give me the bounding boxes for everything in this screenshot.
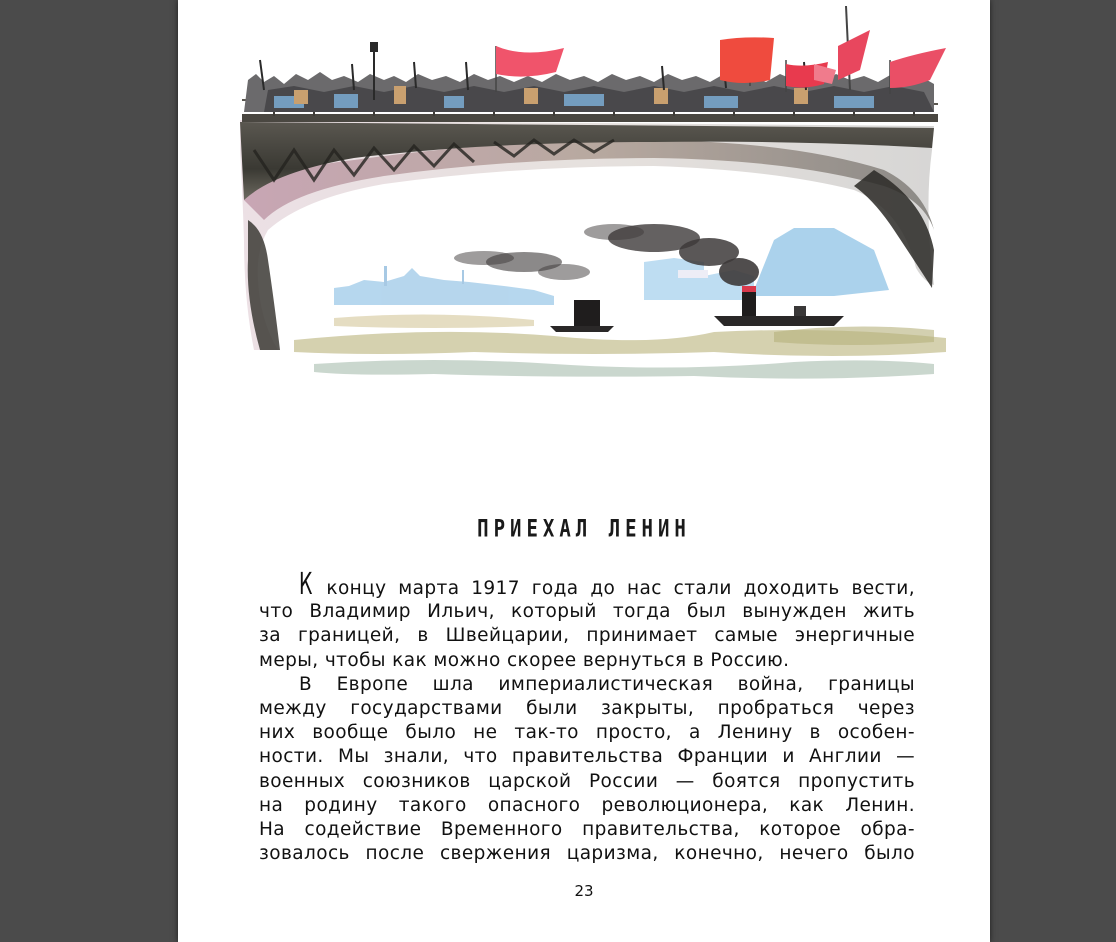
text-line: за границей, в Швейцарии, принимает самые энергичные (259, 625, 915, 647)
text-line: ности. Мы знали, что правительства Франции и Англии — (259, 746, 915, 768)
page-number: 23 (574, 882, 594, 900)
text-line: них вообще было не так-то просто, а Ленину в особен- (259, 722, 915, 744)
river (294, 314, 946, 378)
bridge-illustration (234, 0, 946, 390)
text-line: меры, чтобы как можно скорее вернуться в Россию. (259, 649, 790, 671)
chapter-title: ПРИЕХАЛ ЛЕНИН (477, 515, 691, 543)
text-line: на родину такого опасного революционера, как Ленин. (259, 794, 915, 816)
book-page (178, 0, 990, 942)
text-line: между государствами были закрыты, пробраться через (259, 697, 915, 719)
text-line: зовалось после свержения царизма, конечно, нечего было (259, 843, 915, 865)
text-line: В Европе шла империалистическая война, границы (299, 673, 915, 695)
text-line: что Владимир Ильич, который тогда был вынужден жить (259, 601, 915, 623)
text-span: концу марта 1917 года до нас стали доходить вести, (314, 578, 915, 599)
bridge-railing (242, 114, 938, 122)
drop-cap: К (299, 567, 313, 602)
text-line: На содействие Временного правительства, которое обра- (259, 818, 915, 840)
text-line (259, 567, 915, 602)
text-line: военных союзников царской России — боятся пропустить (259, 770, 915, 792)
body-text (259, 567, 915, 866)
